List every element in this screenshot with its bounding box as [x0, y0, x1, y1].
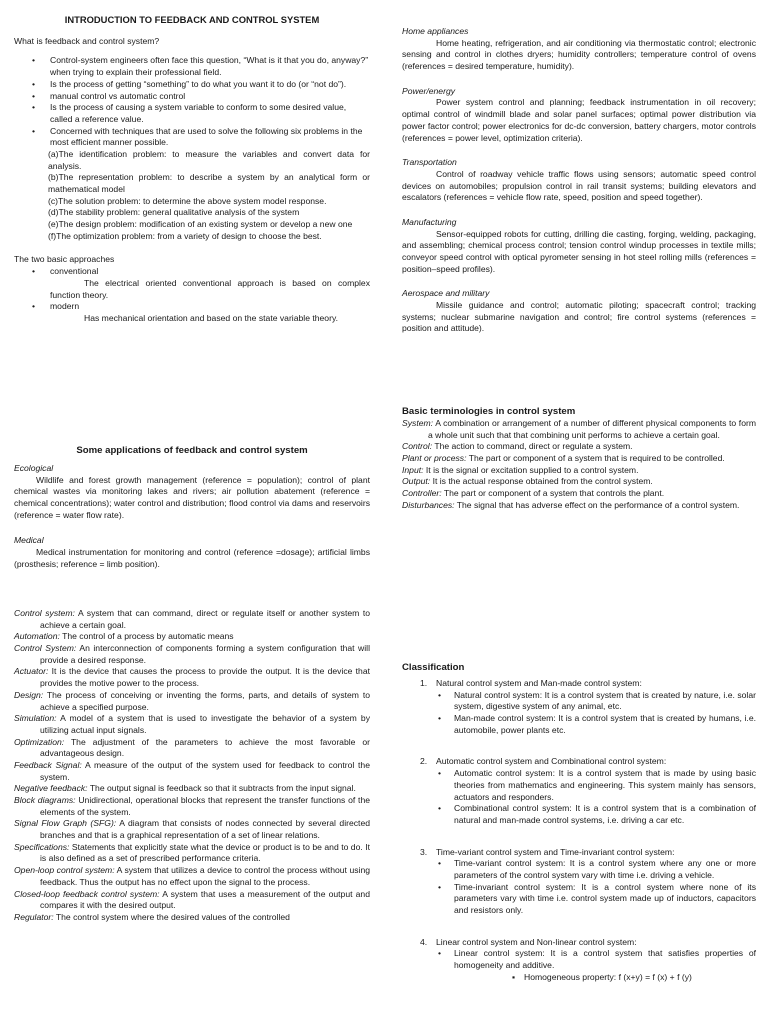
intro-list: [14, 55, 370, 149]
definition-item: Automation: The control of a process by automatic means: [14, 631, 234, 642]
document-title: INTRODUCTION TO FEEDBACK AND CONTROL SYSTEM: [64, 14, 320, 25]
definitions-section: [14, 608, 370, 924]
list-item: • Control-system engineers often face this question, “What is it that you do, anyway?” when trying to explain their professional field.: [14, 55, 370, 78]
definition-item: Simulation: A model of a system that is used to investigate the behavior of a system by utilizing actual input signals.: [14, 713, 370, 735]
definition-item: Actuator: It is the device that causes the process to provide the output. It is the device that provides the motive power to the process.: [14, 666, 370, 689]
category-text: Control of roadway vehicle traffic flows using sensors; automatic speed control devices on automobiles; propulsion control in rail transit systems; building elevators and escalators (references = vehicle flow rate, speed, position and speed together).: [402, 168, 756, 203]
category-text: Home heating, refrigeration, and air conditioning via thermostatic control; electronic sensing and control in clothes dryers; humidity controllers; temperature control of ovens (references = desired temperature, humidity).: [402, 37, 756, 72]
approach-description: Has mechanical orientation and based on the state variable theory.: [84, 312, 338, 323]
definition-item: Optimization: The adjustment of the parameters to achieve the most favorable or advantageous design.: [14, 736, 370, 759]
list-item: • Time-invariant control system: It is a control system where none of its parameters vary with time i.e. control system made up of inductors, capacitors and resistors only.: [436, 882, 756, 917]
problem-item: (d)The stability problem: general qualitative analysis of the system: [48, 207, 300, 218]
list-item: • Automatic control system: It is a control system that is made by using basic theories from mathematics and engineering. This system mainly has sensors, actuators and responders.: [436, 768, 756, 803]
category-label: Power/energy: [402, 85, 456, 96]
list-item: • Man-made control system: It is a control system that is created by humans, i.e. automobile, power plants etc.: [436, 713, 756, 736]
list-item: • Concerned with techniques that are used to solve the following six problems in the most efficient manner possible.: [14, 126, 370, 149]
list-item: • Linear control system: It is a control system that satisfies properties of homogeneity and additive.: [436, 948, 756, 971]
problem-item: (f)The optimization problem: from a variety of design to choose the best.: [48, 230, 322, 241]
group-items: [436, 948, 756, 971]
approaches-list: [14, 301, 370, 313]
group-title: Automatic control system and Combinational control system:: [436, 756, 667, 767]
definition-item: Closed-loop feedback control system: A system that uses a measurement of the output and compares it with the desired output.: [14, 888, 370, 911]
definition-item: Design: The process of conceiving or inventing the forms, parts, and details of system to achieve a specified purpose.: [14, 689, 371, 712]
list-item: • Combinational control system: It is a control system that is a combination of natural and man-made control systems, i.e. driving a car etc.: [436, 803, 756, 826]
category-label: Aerospace and military: [402, 288, 490, 299]
category-text: Missile guidance and control; automatic piloting; spacecraft control; tracking systems; nuclear submarine navigation and control; fire control systems (references = position and attitude).: [402, 300, 756, 334]
group-items: [436, 858, 756, 916]
definition-item: Specifications: Statements that explicitly state what the device or product is to be and to do. It is also defined as a set of prescribed performance criteria.: [14, 841, 370, 864]
classification-group: 3. Time-variant control system and Time-invariant control system: • Time-variant control system: It is a control system where any one or more parameters of the control system vary with time i.e. driving a vehicle. • Time-invariant control system: It is a control system where none of its parameters vary with time i.e. control system made up of inductors, capacitors and resistors only.: [402, 847, 756, 917]
question-heading: What is feedback and control system?: [14, 35, 160, 46]
approach-description: The electrical oriented conventional approach is based on complex function theory.: [50, 277, 370, 300]
category-label: Manufacturing: [402, 216, 457, 227]
approach-item: [14, 266, 370, 278]
category-text: Power system control and planning; feedback instrumentation in oil recovery; optimal control of windmill blade and solar panel surfaces; optimal power distribution via power factor control; power electronics for dc-dc conversion, battery chargers, motor controls (references = power level, optimization criteria).: [402, 97, 756, 143]
list-item: • Time-variant control system: It is a control system where any one or more parameters of the control system vary with time i.e. driving a vehicle.: [436, 858, 756, 881]
basic-terminologies-section: [402, 405, 756, 512]
applications-heading: Some applications of feedback and control system: [76, 445, 308, 456]
definition-item: Block diagrams: Unidirectional, operational blocks that represent the transfer functions of the elements of the system.: [14, 795, 371, 817]
definition-item: Feedback Signal: A measure of the output of the system used for feedback to control the system.: [14, 759, 370, 782]
definition-item: Signal Flow Graph (SFG): A diagram that consists of nodes connected by several directed branches and that is a graphical representation of a set of linear relations.: [14, 818, 371, 841]
applications-section: [14, 444, 370, 571]
category-text: Wildlife and forest growth management (reference = population); control of plant chemical wastes via monitoring lakes and rivers; air pollution abatement (reference = chemical concentrations); water control and distribution; flood control via dams and reservoirs (reference = water flow rate).: [14, 474, 370, 520]
group-title: Linear control system and Non-linear control system:: [436, 936, 637, 947]
classification-group: 2. Automatic control system and Combinational control system: • Automatic control system: It is a control system that is made by using basic theories from mathematics and engineering. This system mainly has sensors, actuators and responders. • Combinational control system: It is a control system that is a combination of natural and man-made control systems, i.e. driving a car etc.: [402, 756, 756, 826]
problem-list: [14, 149, 370, 243]
classification-heading: Classification: [402, 662, 465, 673]
term-item: Controller: The part or component of a system that controls the plant.: [402, 488, 665, 499]
list-item: • Is the process of getting “something” to do what you want it to do (or “not do”).: [14, 79, 370, 91]
classification-section: [402, 661, 756, 983]
approach-item: [14, 301, 370, 313]
group-items: [436, 690, 756, 737]
problem-item: (e)The design problem: modification of an existing system or develop a new one: [48, 219, 353, 230]
classification-group: 4. Linear control system and Non-linear control system: • Linear control system: It is a control system that satisfies properties of homogeneity and additive. ▪ Homogeneous property: f (x+y) = f (x) + f (y): [402, 937, 756, 984]
problem-item: (a)The identification problem: to measure the variables and convert data for analysis.: [48, 148, 370, 171]
list-item: • Natural control system: It is a control system that is created by nature, i.e. solar system, digestive system of any animal, etc.: [436, 690, 756, 713]
homogeneous-property: ▪ Homogeneous property: f (x+y) = f (x) + f (y): [436, 972, 756, 984]
problem-item: (c)The solution problem: to determine the above system model response.: [48, 195, 327, 206]
term-item: Control: The action to command, direct or regulate a system.: [402, 441, 633, 452]
intro-section: [14, 14, 370, 325]
approaches-list: [14, 266, 370, 278]
category-text: Medical instrumentation for monitoring and control (reference =dosage); artificial limbs (prosthesis; reference = limb position).: [14, 547, 370, 569]
category-label: Transportation: [402, 157, 457, 168]
term-item: Plant or process: The part or component of a system that is required to be controlled.: [402, 453, 725, 464]
definition-item: Regulator: The control system where the desired values of the controlled: [14, 911, 290, 922]
term-item: Disturbances: The signal that has adverse effect on the performance of a control system.: [402, 499, 740, 510]
list-item: • Is the process of causing a system variable to conform to some desired value, called a reference value.: [14, 102, 370, 125]
approach-label: conventional: [50, 266, 99, 277]
approach-label: modern: [50, 301, 80, 312]
definition-item: Control System: An interconnection of components forming a system configuration that will provide a desired response.: [14, 643, 370, 665]
category-text: Sensor-equipped robots for cutting, drilling die casting, forging, welding, packaging, and assembling; chemical process control; tension control windup processes in textile mills; conveyor speed control with optical pyrometer sensing in hot steel rolling mills (references = position–speed profiles).: [402, 228, 756, 274]
definition-item: Control system: A system that can command, direct or regulate itself or another system to achieve a certain goal.: [14, 608, 370, 630]
approaches-heading: The two basic approaches: [14, 254, 115, 265]
category-label: Ecological: [14, 463, 54, 474]
term-item: Input: It is the signal or excitation supplied to a control system.: [402, 464, 639, 475]
list-item: • manual control vs automatic control: [14, 91, 370, 103]
definition-item: Open-loop control system: A system that utilizes a device to control the process without using feedback. Thus the output has no effect upon the signal to the process.: [14, 865, 370, 887]
term-item: System: A combination or arrangement of a number of different physical components to form a whole unit such that that combining unit performs to achieve a certain goal.: [402, 418, 756, 440]
definition-item: Negative feedback: The output signal is feedback so that it subtracts from the input signal.: [14, 783, 356, 794]
applications-continued: [402, 26, 756, 335]
category-label: Medical: [14, 535, 44, 546]
problem-item: (b)The representation problem: to describe a system by an analytical form or mathematical model: [48, 172, 370, 195]
classification-list: [402, 678, 756, 983]
basic-terminologies-heading: Basic terminologies in control system: [402, 406, 576, 417]
classification-group: 1. Natural control system and Man-made control system: • Natural control system: It is a control system that is created by nature, i.e. solar system, digestive system of any animal, etc. • Man-made control system: It is a control system that is created by humans, i.e. automobile, power plants etc.: [402, 678, 756, 736]
term-item: Output: It is the actual response obtained from the control system.: [402, 476, 653, 487]
group-title: Natural control system and Man-made control system:: [436, 678, 642, 689]
group-title: Time-variant control system and Time-invariant control system:: [436, 846, 675, 857]
group-items: [436, 768, 756, 826]
category-label: Home appliances: [402, 26, 469, 36]
